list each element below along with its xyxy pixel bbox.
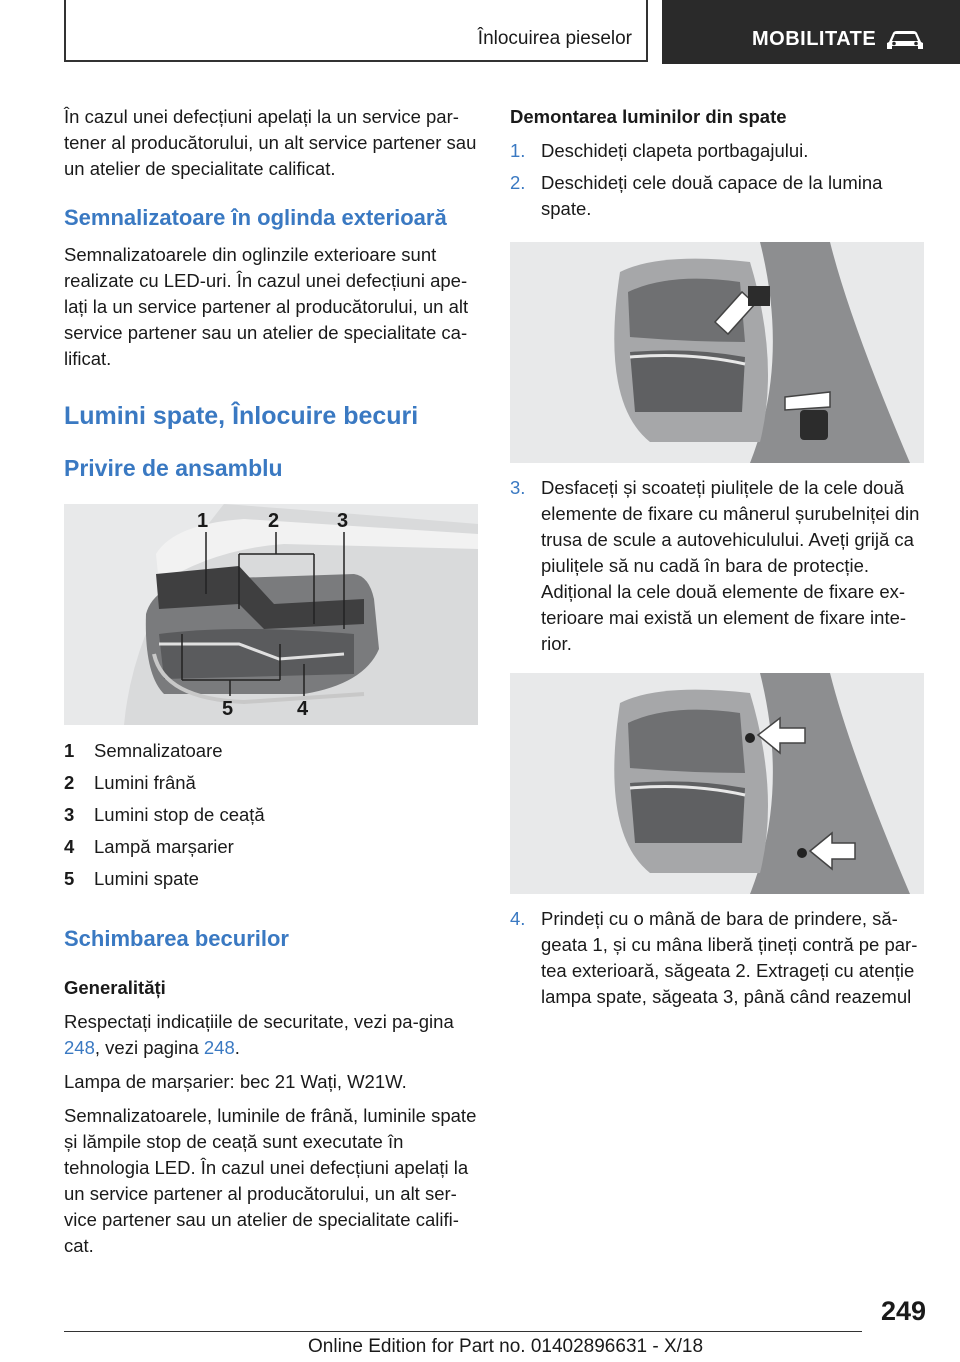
legend-item: 2 Lumini frână (64, 772, 196, 793)
legend-item: 5 Lumini spate (64, 868, 199, 889)
car-icon (885, 28, 925, 52)
page-number: 249 (880, 1296, 926, 1326)
mirror-paragraph: Semnalizatoarele din oglinzile exterioare sunt realizate cu LED-uri. În cazul unei defecțiuni ape-lați la un service partener al producătorului, un alt service partener sau un atelier de specialitate ca-lificat. (64, 244, 469, 369)
led-paragraph: Semnalizatoarele, luminile de frână, luminile spate și lămpile stop de ceață sunt executate în tehnologia LED. În cazul unei defecțiuni apelați la un service partener al producătorului, un alt ser-vice partener sau un atelier de specialitate califi-cat. (64, 1105, 477, 1256)
header-section-box (64, 0, 648, 62)
general-heading: Generalități (64, 977, 166, 998)
taillight-overview-figure (64, 504, 478, 725)
intro-paragraph: În cazul unei defecțiuni apelați la un service par-tener al producătorului, un alt service partener sau un atelier de specialitate calificat. (64, 106, 477, 179)
callout-1: 1 (197, 510, 209, 532)
taillight-overview-illustration (64, 504, 478, 725)
taillight-nuts-illustration (510, 673, 924, 894)
callout-3: 3 (337, 510, 349, 532)
footer-edition: Online Edition for Part no. 01402896631 - X/18 (308, 1336, 704, 1357)
taillight-nuts-figure (510, 673, 924, 894)
bulbs-heading: Schimbarea becurilor (64, 926, 289, 951)
legend-item: 1 Semnalizatoare (64, 740, 223, 761)
right-column (510, 104, 924, 1010)
legend-item: 4 Lampă marșarier (64, 836, 234, 857)
section-title: Înlocuirea pieselor (477, 28, 632, 49)
page-link[interactable]: 248 (203, 1037, 235, 1058)
chapter-banner (662, 0, 960, 64)
chapter-title: MOBILITATE (752, 28, 877, 50)
callout-2: 2 (268, 510, 280, 532)
footer-divider (64, 1331, 862, 1332)
step-item: 4. Prindeți cu o mână de bara de prindere, să-geata 1, și cu mâna liberă țineți contră pe par-tea exterioară, săgeata 2. Extrageți cu atenție lampa spate, săgeata 3, până când reazemul (510, 908, 918, 1007)
step-item: 2. Deschideți cele două capace de la lumina spate. (510, 172, 883, 219)
step-item: 3. Desfaceți și scoateți piulițele de la cele două elemente de fixare cu mânerul șurubelniței din trusa de scule a autovehiculului. Aveți grijă ca piulițele să nu cadă în bara de protecție. Adițional la cele două elemente de fixare ex-terioare mai există un element de fixare inte-rior. (510, 477, 920, 654)
legend-item: 3 Lumini stop de ceață (64, 804, 265, 825)
overview-heading: Privire de ansamblu (64, 455, 283, 481)
removal-heading: Demontarea luminilor din spate (510, 106, 787, 127)
taillight-covers-figure (510, 242, 924, 463)
reverse-lamp-paragraph: Lampa de marșarier: bec 21 Wați, W21W. (64, 1071, 407, 1092)
safety-paragraph: Respectați indicațiile de securitate, vezi pa-gina 248, vezi pagina 248. (64, 1011, 454, 1058)
callout-4: 4 (297, 698, 309, 720)
left-column (64, 104, 478, 1259)
mirror-heading: Semnalizatoare în oglinda exterioară (64, 205, 447, 230)
rear-lights-heading: Lumini spate, Înlocuire becuri (64, 402, 419, 430)
page-link[interactable]: 248 (64, 1037, 95, 1058)
callout-5: 5 (222, 698, 234, 720)
step-item: 1. Deschideți clapeta portbagajului. (510, 140, 809, 161)
taillight-covers-illustration (510, 242, 924, 463)
legend-list (64, 735, 478, 895)
